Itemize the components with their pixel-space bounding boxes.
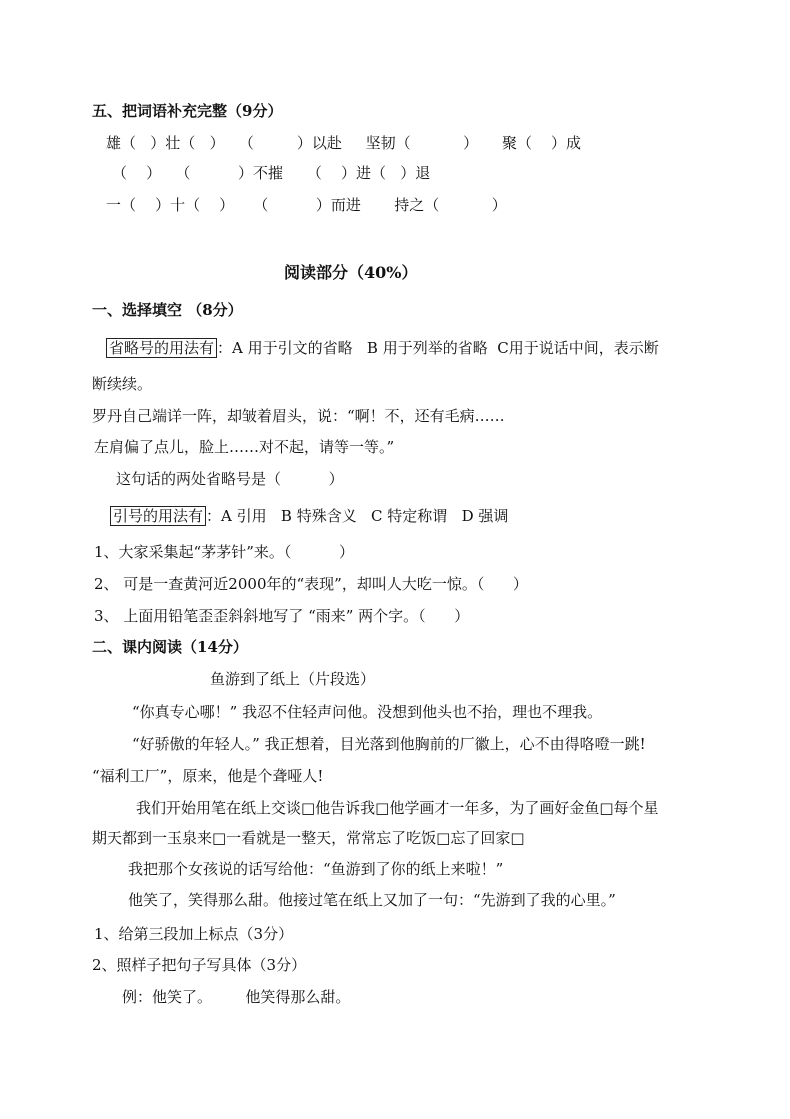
quote-item-3: 3、 上面用铅笔歪歪斜斜地写了 “雨来” 两个字。（ ） — [94, 607, 470, 625]
task-2: 2、照样子把句子写具体（3分） — [92, 956, 307, 974]
quote-usage-line — [110, 506, 508, 526]
question-1-title: 一、选择填空 （8分） — [92, 301, 243, 319]
fill-row-3: 一（ ）十（ ） （ ）而进 持之（ ） — [106, 196, 507, 214]
quote-sentence-line-2: 左肩偏了点儿，脸上……对不起，请等一等。” — [94, 438, 395, 456]
reading-section-title: 阅读部分（40%） — [284, 263, 418, 282]
passage-paragraph-3: 我们开始用笔在纸上交谈□他告诉我□他学画才一年多，为了画好金鱼□每个星 — [136, 799, 659, 817]
question-2-title: 二、课内阅读（14分） — [92, 638, 248, 656]
quote-item-2: 2、 可是一查黄河近2000年的“表现”，却叫人大吃一惊。（ ） — [94, 575, 528, 593]
passage-paragraph-3-continued: 期天都到一玉泉来□一看就是一整天，常常忘了吃饭□忘了回家□ — [92, 829, 525, 847]
quote-sentence-line-1: 罗丹自己端详一阵，却皱着眉头，说：“啊！不，还有毛病…… — [92, 407, 505, 425]
ellipsis-question: 这句话的两处省略号是（ ） — [116, 470, 344, 488]
section5-title: 五、把词语补充完整（9分） — [92, 102, 283, 120]
passage-paragraph-1: “你真专心哪！” 我忍不住轻声问他。没想到他头也不抬，理也不理我。 — [132, 703, 603, 721]
ellipsis-usage-options: ：A 用于引文的省略 B 用于列举的省略 C用于说话中间，表示断 — [217, 339, 659, 357]
fill-row-2: （ ） （ ）不摧 （ ）进（ ）退 — [112, 164, 431, 182]
passage-paragraph-2-continued: “福利工厂”，原来，他是个聋哑人! — [92, 767, 324, 785]
passage-paragraph-4: 我把那个女孩说的话写给他：“鱼游到了你的纸上来啦！” — [128, 860, 504, 878]
fill-row-1: 雄（ ）壮（ ） （ ）以赴 坚韧（ ） 聚（ ）成 — [106, 134, 582, 152]
passage-paragraph-2: “好骄傲的年轻人。” 我正想着，目光落到他胸前的厂徽上，心不由得咯噔一跳! — [132, 735, 646, 753]
ellipsis-usage-line — [106, 338, 659, 358]
example-sentence: 例：他笑了。 他笑得那么甜。 — [122, 988, 351, 1006]
passage-paragraph-5: 他笑了，笑得那么甜。他接过笔在纸上又加了一句：“先游到了我的心里。” — [128, 891, 616, 909]
quote-item-1: 1、大家采集起“茅茅针”来。（ ） — [94, 543, 355, 561]
ellipsis-usage-label: 省略号的用法有 — [106, 338, 217, 358]
quote-usage-label: 引号的用法有 — [110, 506, 206, 526]
ellipsis-usage-continued: 断续续。 — [92, 375, 153, 393]
quote-usage-options: ：A 引用 B 特殊含义 C 特定称谓 D 强调 — [206, 507, 509, 525]
task-1: 1、给第三段加上标点（3分） — [94, 925, 294, 943]
passage-title: 鱼游到了纸上（片段选） — [210, 670, 376, 688]
